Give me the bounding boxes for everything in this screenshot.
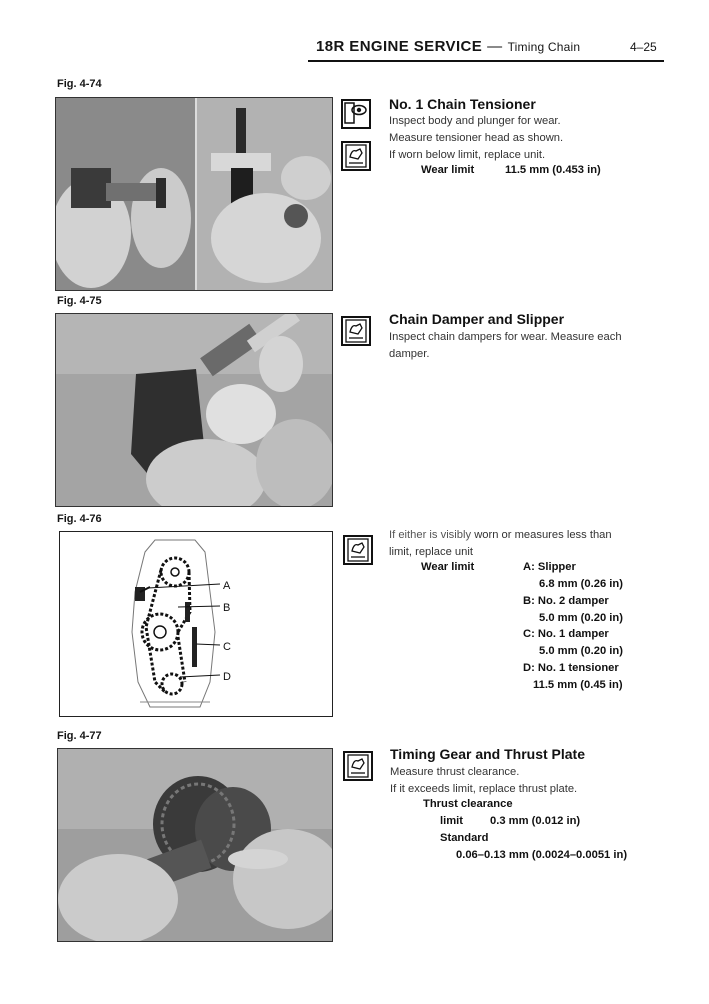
thrust-clearance-label: Thrust clearance xyxy=(423,798,513,810)
caliper-hand-icon xyxy=(341,141,371,171)
eye-inspect-icon xyxy=(341,99,371,129)
diagram-label-a: A xyxy=(223,580,231,592)
sec4-line1: Measure thrust clearance. xyxy=(390,766,520,778)
header-dash: — xyxy=(487,38,503,55)
fig-4-75-label: Fig. 4-75 xyxy=(57,295,102,307)
sec3-line1 xyxy=(389,527,612,544)
header-rule xyxy=(308,60,664,62)
section-title-chain-tensioner: No. 1 Chain Tensioner xyxy=(389,96,536,112)
fig-4-76-diagram xyxy=(59,531,333,717)
fig-4-76-label: Fig. 4-76 xyxy=(57,513,102,525)
fig-4-75-photo xyxy=(55,313,333,507)
thrust-limit-value: 0.3 mm (0.012 in) xyxy=(490,815,581,827)
slipper-value: 6.8 mm (0.26 in) xyxy=(539,578,623,590)
thrust-limit-label: limit xyxy=(440,815,463,827)
sec1-spec-value: 11.5 mm (0.453 in) xyxy=(505,164,601,176)
page-header xyxy=(316,38,580,55)
timing-gear-photo xyxy=(58,749,332,941)
sec2-line2: damper. xyxy=(389,348,430,360)
diagram-label-d: D xyxy=(223,671,231,683)
sec4-line2: If it exceeds limit, replace thrust plate. xyxy=(390,783,578,795)
section-title-chain-damper: Chain Damper and Slipper xyxy=(389,311,565,327)
no2-damper-label: B: No. 2 damper xyxy=(523,595,609,607)
fig-4-77-label: Fig. 4-77 xyxy=(57,730,102,742)
sec1-line1: Inspect body and plunger for wear. xyxy=(389,115,561,127)
damper-measure-photo xyxy=(56,314,332,506)
header-title: 18R ENGINE SERVICE xyxy=(316,38,483,55)
sec1-spec-label: Wear limit xyxy=(421,164,475,176)
sec3-line1-start: If either is visibly xyxy=(389,529,475,541)
no1-tensioner-label: D: No. 1 tensioner xyxy=(523,662,619,674)
section-title-timing-gear: Timing Gear and Thrust Plate xyxy=(390,746,586,762)
sec3-spec-label: Wear limit xyxy=(421,561,475,573)
no1-damper-value: 5.0 mm (0.20 in) xyxy=(539,645,623,657)
caliper-hand-icon xyxy=(341,316,371,346)
caliper-hand-icon xyxy=(343,535,373,565)
sec1-line2: Measure tensioner head as shown. xyxy=(389,132,564,144)
thrust-standard-label: Standard xyxy=(440,832,489,844)
timing-chain-diagram xyxy=(60,532,332,716)
no1-damper-label: C: No. 1 damper xyxy=(523,628,609,640)
fig-4-74-photo xyxy=(55,97,333,291)
no2-damper-value: 5.0 mm (0.20 in) xyxy=(539,612,623,624)
header-subtitle: Timing Chain xyxy=(507,40,581,54)
sec3-line2: limit, replace unit xyxy=(389,546,473,558)
thrust-standard-value: 0.06–0.13 mm (0.0024–0.0051 in) xyxy=(456,849,628,861)
sec1-line3: If worn below limit, replace unit. xyxy=(389,149,546,161)
fig-4-77-photo xyxy=(57,748,333,942)
no1-tensioner-value: 11.5 mm (0.45 in) xyxy=(533,679,623,691)
slipper-label: A: Slipper xyxy=(523,561,576,573)
sec3-line1-end: worn or measures less than xyxy=(474,529,612,541)
page-number: 4–25 xyxy=(630,40,657,54)
caliper-hand-icon xyxy=(343,751,373,781)
diagram-label-c: C xyxy=(223,641,231,653)
fig-4-74-label: Fig. 4-74 xyxy=(57,78,102,90)
sec2-line1: Inspect chain dampers for wear. Measure each xyxy=(389,331,622,343)
diagram-label-b: B xyxy=(223,602,231,614)
tensioner-measure-photo xyxy=(56,98,332,290)
